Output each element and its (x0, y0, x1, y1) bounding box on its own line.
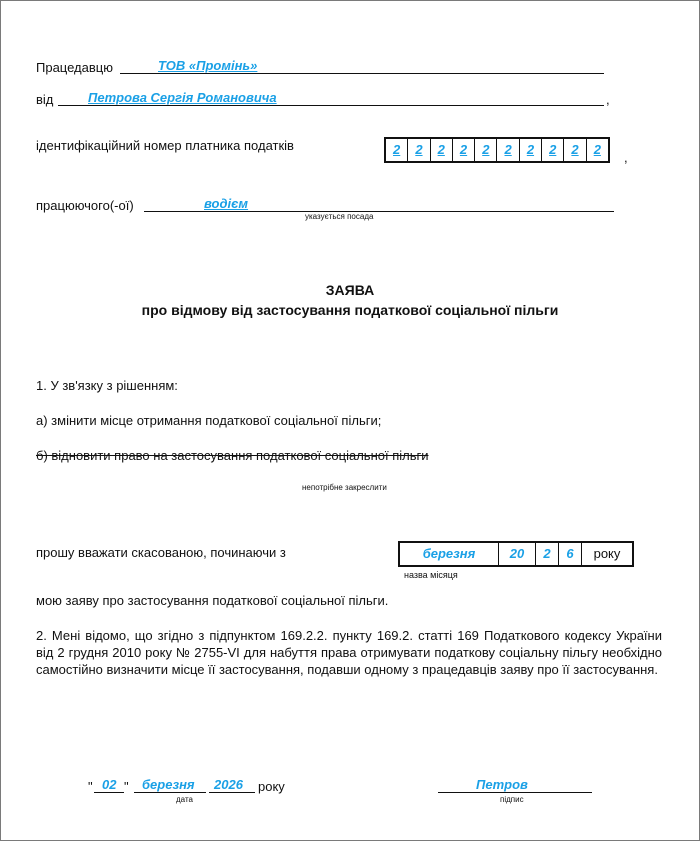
from-comma: , (606, 92, 610, 107)
item2-paragraph: 2. Мені відомо, що згідно з підпунктом 169.2.2. пункту 169.2. статті 169 Податкового кодексу України від 2 грудня 2010 року № 2755-VI для набуття права отримувати податкову соціальну пільгу необхідно самостійно визначити місце її застосування, подавши одному з працедавців заяву про її застосування. (36, 628, 662, 677)
date-month[interactable]: березня (142, 777, 195, 792)
strike-hint: непотрібне закреслити (302, 483, 387, 492)
taxid-digit: 2 (593, 142, 601, 157)
date-year-word: року (258, 779, 285, 794)
position-hint: указується посада (305, 212, 374, 221)
cancel-from-text: прошу вважати скасованою, починаючи з (36, 545, 286, 560)
employer-label: Працедавцю (36, 60, 113, 75)
worker-label: працюючого(-ої) (36, 198, 134, 213)
option-b-struck[interactable]: б) відновити право на застосування податкової соціальної пільги (36, 448, 429, 463)
taxid-digit: 2 (431, 139, 453, 161)
date-year[interactable]: 2026 (214, 777, 243, 792)
date-quote-open: " (88, 779, 93, 794)
document-subtitle: про відмову від застосування податкової соціальної пільги (141, 302, 559, 318)
from-value[interactable]: Петрова Сергія Романовича (88, 90, 277, 105)
date-hint: дата (176, 795, 193, 804)
year-digit-cell: 2 (536, 543, 559, 565)
worker-value[interactable]: водієм (204, 196, 249, 211)
document-title: ЗАЯВА (325, 282, 375, 298)
taxid-digit: 2 (497, 139, 519, 161)
taxid-digit: 2 (542, 139, 564, 161)
taxid-label: ідентифікаційний номер платника податків (36, 138, 294, 153)
option-a[interactable]: а) змінити місце отримання податкової соціальної пільги; (36, 413, 382, 428)
month-cell: березня (400, 543, 499, 565)
signature-value[interactable]: Петров (476, 777, 528, 792)
item1-text: 1. У зв'язку з рішенням: (36, 378, 178, 393)
taxid-digit: 2 (475, 139, 497, 161)
taxid-digit: 2 (453, 139, 475, 161)
signature-hint: підпис (500, 795, 524, 804)
year-digit-cell: 6 (559, 543, 582, 565)
start-date-box[interactable] (398, 541, 634, 567)
taxid-digit: 2 (564, 139, 586, 161)
date-day[interactable]: 02 (102, 777, 117, 792)
date-quote-close: " (124, 779, 129, 794)
from-label: від (36, 92, 54, 107)
taxid-digit: 2 (408, 139, 430, 161)
taxid-digit: 2 (520, 139, 542, 161)
employer-value[interactable]: ТОВ «Промінь» (158, 58, 258, 73)
taxid-comma: , (624, 150, 628, 165)
taxid-digit: 2 (386, 139, 408, 161)
month-hint: назва місяця (404, 570, 458, 580)
taxid-box[interactable] (384, 137, 610, 163)
year-word-cell: року (593, 546, 621, 561)
year-prefix-cell: 20 (499, 543, 536, 565)
my-application-text: мою заяву про застосування податкової соціальної пільги. (36, 593, 389, 608)
